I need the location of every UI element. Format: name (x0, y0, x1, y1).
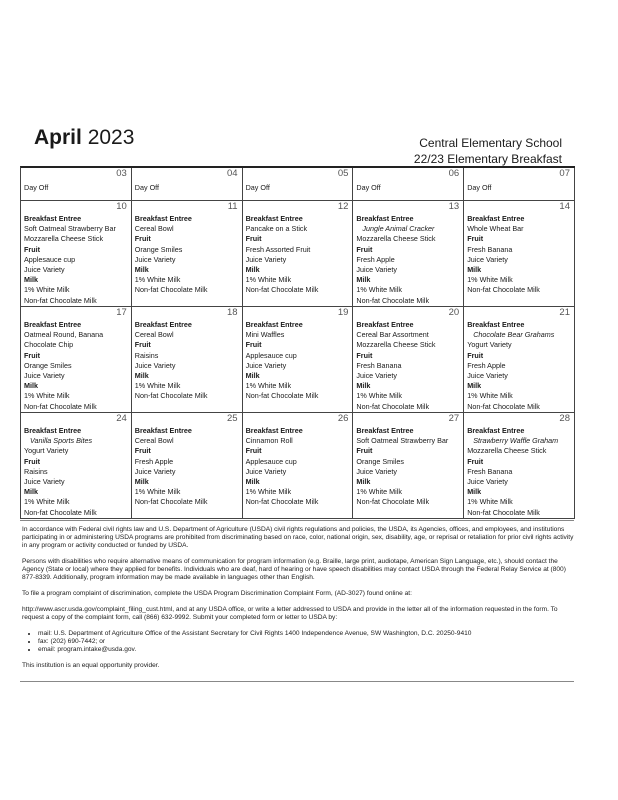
menu-item: Whole Wheat Bar (467, 224, 524, 234)
menu-item: Orange Smiles (24, 360, 72, 370)
submission-fax: • fax: (202) 690-7442; or (38, 638, 578, 646)
day-number: 27 (448, 413, 460, 424)
menu-item: Day Off (24, 183, 49, 192)
day-number: 11 (227, 201, 238, 212)
menu-item: Applesauce cup (245, 350, 297, 360)
menu-category: Fruit (134, 446, 151, 456)
menu-item: Juice Variety (24, 371, 65, 381)
day-menu (356, 413, 460, 508)
menu-category: Milk (134, 477, 149, 487)
menu-item: Juice Variety (356, 371, 398, 381)
day-cell (353, 168, 464, 200)
menu-category: Breakfast Entree (24, 320, 82, 329)
day-cell (464, 413, 575, 518)
menu-category: Milk (467, 265, 482, 275)
menu-item: Cereal Bar Assortment (356, 330, 429, 340)
day-number: 10 (116, 201, 127, 212)
day-number: 13 (448, 201, 460, 212)
menu-item: 1% White Milk (134, 275, 181, 285)
day-cell (464, 307, 575, 412)
footer-paragraph: Persons with disabilities who require alternative means of communication for program information (e.g. Braille, large print, audiotape, American Sign Language, etc.), should contact the Agency (State or local) where they applied for benefits. Individuals who are deaf, hard of hearing or have speech disabilities may contact USDA through the Federal Relay Service at (800) 877-8339. Additionally, program information may be made available in languages other than English. (22, 558, 566, 581)
menu-item: Applesauce cup (24, 254, 76, 264)
day-number: 24 (116, 413, 127, 424)
menu-category: Fruit (356, 350, 373, 360)
menu-item: Raisins (134, 350, 159, 360)
footer-paragraph: http://www.ascr.usda.gov/complaint_filing_cust.html, and at any USDA office, or write a letter addressed to USDA and provide in the letter all of the information requested in the form. To request a copy of the complaint form, call (866) 632-9992. Submit your completed form or letter to USDA by: (22, 606, 558, 621)
day-cell (243, 307, 354, 412)
menu-category: Milk (24, 487, 38, 497)
menu-category: Milk (134, 265, 149, 275)
menu-item: Cinnamon Roll (245, 436, 293, 446)
menu-item: Vanilla Sports Bites (30, 436, 93, 446)
menu-category: Fruit (245, 340, 262, 350)
menu-item: 1% White Milk (134, 381, 181, 391)
menu-item: Day Off (467, 183, 492, 192)
submission-methods (22, 630, 578, 654)
day-cell (21, 413, 132, 518)
day-number: 28 (559, 413, 570, 424)
menu-item: Fresh Banana (467, 466, 513, 476)
menu-item: Non-fat Chocolate Milk (356, 295, 430, 305)
menu-item: Juice Variety (24, 265, 65, 275)
menu-item: Yogurt Variety (467, 340, 512, 350)
menu-item: Mozzarella Cheese Stick (24, 234, 104, 244)
day-menu (356, 168, 460, 193)
menu-category: Fruit (24, 244, 40, 254)
menu-item: Cereal Bowl (134, 436, 174, 446)
day-cell (464, 168, 575, 200)
menu-item: Juice Variety (134, 466, 176, 476)
footer-paragraph: To file a program complaint of discrimination, complete the USDA Program Discrimination Complaint Form, (AD-3027) found online at: (22, 590, 412, 597)
submission-email: • email: program.intake@usda.gov. (38, 646, 578, 654)
day-number: 18 (227, 307, 238, 318)
menu-item: Juice Variety (245, 254, 287, 264)
divider (20, 681, 574, 682)
menu-category: Milk (356, 477, 371, 487)
day-number: 19 (337, 307, 349, 318)
day-menu (24, 413, 128, 518)
menu-category: Fruit (356, 244, 373, 254)
day-menu (467, 201, 571, 296)
equal-opportunity-statement: This institution is an equal opportunity provider. (22, 662, 160, 669)
menu-item: 1% White Milk (356, 487, 402, 497)
menu-category: Milk (356, 275, 371, 285)
menu-item: 1% White Milk (24, 391, 70, 401)
menu-item: Juice Variety (24, 477, 65, 487)
school-name: Central Elementary School (419, 136, 562, 150)
day-cell (132, 307, 243, 412)
school-header (414, 135, 562, 167)
day-menu (246, 168, 350, 193)
menu-item: Raisins (24, 466, 48, 476)
day-number: 14 (559, 201, 570, 212)
menu-item: Cereal Bowl (134, 330, 174, 340)
menu-item: Mozzarella Cheese Stick (356, 234, 436, 244)
menu-item: Jungle Animal Cracker (362, 224, 435, 234)
day-cell (464, 201, 575, 306)
menu-item: Pancake on a Stick (245, 224, 308, 234)
menu-item: Juice Variety (467, 477, 508, 487)
menu-item: Cereal Bowl (134, 224, 174, 234)
menu-item: 1% White Milk (134, 487, 181, 497)
day-number: 21 (559, 307, 570, 318)
day-menu (135, 168, 239, 193)
menu-item: Non-fat Chocolate Milk (356, 401, 430, 411)
menu-item: Fresh Banana (356, 360, 402, 370)
menu-item: Orange Smiles (356, 456, 404, 466)
menu-category: Milk (245, 477, 260, 487)
day-number: 05 (337, 168, 349, 179)
day-cell (243, 413, 354, 518)
menu-item: Non-fat Chocolate Milk (467, 401, 540, 411)
menu-item: Applesauce cup (245, 456, 297, 466)
menu-category: Fruit (245, 234, 262, 244)
day-menu (24, 201, 128, 306)
title-month: April (34, 126, 82, 149)
menu-category: Fruit (134, 340, 151, 350)
menu-category: Breakfast Entree (245, 320, 303, 329)
day-cell (21, 201, 132, 306)
menu-item: Juice Variety (134, 254, 176, 264)
menu-category: Milk (467, 381, 482, 391)
menu-item: Non-fat Chocolate Milk (245, 285, 319, 295)
menu-item: 1% White Milk (245, 275, 292, 285)
day-menu (246, 413, 350, 508)
menu-category: Milk (134, 371, 149, 381)
menu-item: Fresh Apple (356, 254, 395, 264)
menu-category: Fruit (467, 234, 484, 244)
day-menu (246, 307, 350, 402)
menu-item: Soft Oatmeal Strawberry Bar (356, 436, 449, 446)
menu-item: Non-fat Chocolate Milk (134, 285, 208, 295)
menu-item: Juice Variety (356, 265, 398, 275)
menu-item: Non-fat Chocolate Milk (24, 295, 97, 305)
day-number: 03 (116, 168, 127, 179)
menu-category: Breakfast Entree (356, 426, 414, 435)
menu-category: Breakfast Entree (245, 426, 303, 435)
day-menu (356, 307, 460, 412)
menu-category: Breakfast Entree (356, 214, 414, 223)
day-menu (135, 201, 239, 296)
menu-category: Breakfast Entree (134, 320, 192, 329)
day-menu (467, 307, 571, 412)
day-cell (21, 168, 132, 200)
menu-item: Non-fat Chocolate Milk (134, 391, 208, 401)
title-year: 2023 (87, 126, 135, 149)
day-cell (243, 168, 354, 200)
menu-item: 1% White Milk (356, 391, 402, 401)
menu-item: Orange Smiles (134, 244, 183, 254)
day-menu (24, 307, 128, 412)
menu-category: Breakfast Entree (24, 214, 82, 223)
program-name: 22/23 Elementary Breakfast (413, 152, 562, 166)
menu-category: Milk (467, 487, 482, 497)
day-number: 06 (448, 168, 460, 179)
menu-item: Non-fat Chocolate Milk (467, 507, 540, 517)
menu-item: Non-fat Chocolate Milk (24, 507, 97, 517)
menu-category: Breakfast Entree (467, 320, 525, 329)
menu-item: 1% White Milk (24, 285, 70, 295)
menu-category: Breakfast Entree (24, 426, 82, 435)
menu-category: Breakfast Entree (467, 426, 525, 435)
menu-item: Non-fat Chocolate Milk (134, 497, 208, 507)
day-menu (135, 413, 239, 508)
menu-item: Mozzarella Cheese Stick (467, 446, 547, 456)
menu-item: Fresh Apple (467, 360, 506, 370)
menu-item: Soft Oatmeal Strawberry Bar (24, 224, 116, 234)
menu-item: Non-fat Chocolate Milk (467, 285, 540, 295)
day-number: 25 (227, 413, 238, 424)
day-cell (353, 413, 464, 518)
menu-category: Fruit (134, 234, 151, 244)
menu-item: Juice Variety (134, 360, 176, 370)
day-menu (246, 201, 350, 296)
menu-category: Breakfast Entree (134, 214, 192, 223)
day-cell (132, 201, 243, 306)
menu-category: Fruit (245, 446, 262, 456)
day-number: 12 (337, 201, 349, 212)
menu-item: Strawberry Waffle Graham (473, 436, 559, 446)
menu-item: Non-fat Chocolate Milk (356, 497, 430, 507)
day-cell (243, 201, 354, 306)
menu-category: Breakfast Entree (245, 214, 303, 223)
menu-item: Juice Variety (245, 466, 287, 476)
menu-category: Milk (245, 371, 260, 381)
week-row (21, 201, 575, 307)
menu-item: Day Off (134, 183, 160, 192)
nondiscrimination-statement (22, 526, 578, 678)
page-title (34, 126, 134, 150)
week-row (21, 168, 575, 201)
menu-item: Mini Waffles (245, 330, 285, 340)
menu-item: 1% White Milk (467, 275, 513, 285)
day-number: 20 (448, 307, 460, 318)
day-number: 17 (116, 307, 127, 318)
menu-category: Fruit (467, 456, 484, 466)
menu-item: 1% White Milk (467, 391, 513, 401)
submission-mail: • mail: U.S. Department of Agriculture Office of the Assistant Secretary for Civil Rights 1400 Independence Avenue, SW Washington, D.C. 20250-9410 (38, 630, 578, 638)
menu-item: Non-fat Chocolate Milk (24, 401, 97, 411)
menu-category: Fruit (24, 456, 40, 466)
menu-item: Juice Variety (356, 466, 398, 476)
day-menu (467, 168, 571, 193)
day-cell (353, 307, 464, 412)
menu-item: Day Off (245, 183, 270, 192)
menu-item: Mozzarella Cheese Stick (356, 340, 436, 350)
day-cell (21, 307, 132, 412)
menu-calendar (20, 166, 575, 519)
menu-item: 1% White Milk (245, 487, 292, 497)
menu-category: Milk (245, 265, 260, 275)
menu-item: Non-fat Chocolate Milk (245, 497, 319, 507)
menu-item: Day Off (356, 183, 381, 192)
menu-category: Fruit (356, 446, 373, 456)
menu-item: Juice Variety (467, 254, 508, 264)
day-menu (467, 413, 571, 518)
menu-item: Non-fat Chocolate Milk (245, 391, 319, 401)
menu-item: Fresh Assorted Fruit (245, 244, 311, 254)
menu-category: Breakfast Entree (467, 214, 525, 223)
menu-category: Breakfast Entree (134, 426, 192, 435)
menu-item: 1% White Milk (24, 497, 70, 507)
day-number: 07 (559, 168, 570, 179)
menu-item: 1% White Milk (356, 285, 402, 295)
menu-category: Milk (356, 381, 371, 391)
menu-item: 1% White Milk (467, 497, 513, 507)
menu-item: Chocolate Chip (24, 340, 74, 350)
footer-paragraph: In accordance with Federal civil rights law and U.S. Department of Agriculture (USDA) civil rights regulations and policies, the USDA, its Agencies, offices, and employees, and institutions participating in or administering USDA programs are prohibited from discriminating based on race, color, national origin, sex, disability, age, or reprisal or retaliation for prior civil rights activity in any program or activity conducted or funded by USDA. (22, 526, 574, 549)
menu-category: Milk (24, 381, 38, 391)
menu-item: 1% White Milk (245, 381, 292, 391)
menu-category: Fruit (467, 350, 484, 360)
day-menu (24, 168, 128, 193)
menu-item: Yogurt Variety (24, 446, 69, 456)
menu-item: Oatmeal Round, Banana (24, 330, 104, 340)
week-row (21, 307, 575, 413)
menu-category: Fruit (24, 350, 40, 360)
menu-item: Juice Variety (467, 371, 508, 381)
menu-item: Juice Variety (245, 360, 287, 370)
divider (20, 520, 574, 521)
menu-item: Chocolate Bear Grahams (473, 330, 555, 340)
menu-item: Fresh Apple (134, 456, 174, 466)
menu-item: Fresh Banana (467, 244, 513, 254)
day-menu (135, 307, 239, 402)
day-number: 26 (337, 413, 349, 424)
day-cell (132, 168, 243, 200)
day-menu (356, 201, 460, 306)
week-row (21, 413, 575, 519)
day-cell (353, 201, 464, 306)
day-number: 04 (227, 168, 238, 179)
menu-category: Milk (24, 275, 38, 285)
menu-category: Breakfast Entree (356, 320, 414, 329)
day-cell (132, 413, 243, 518)
